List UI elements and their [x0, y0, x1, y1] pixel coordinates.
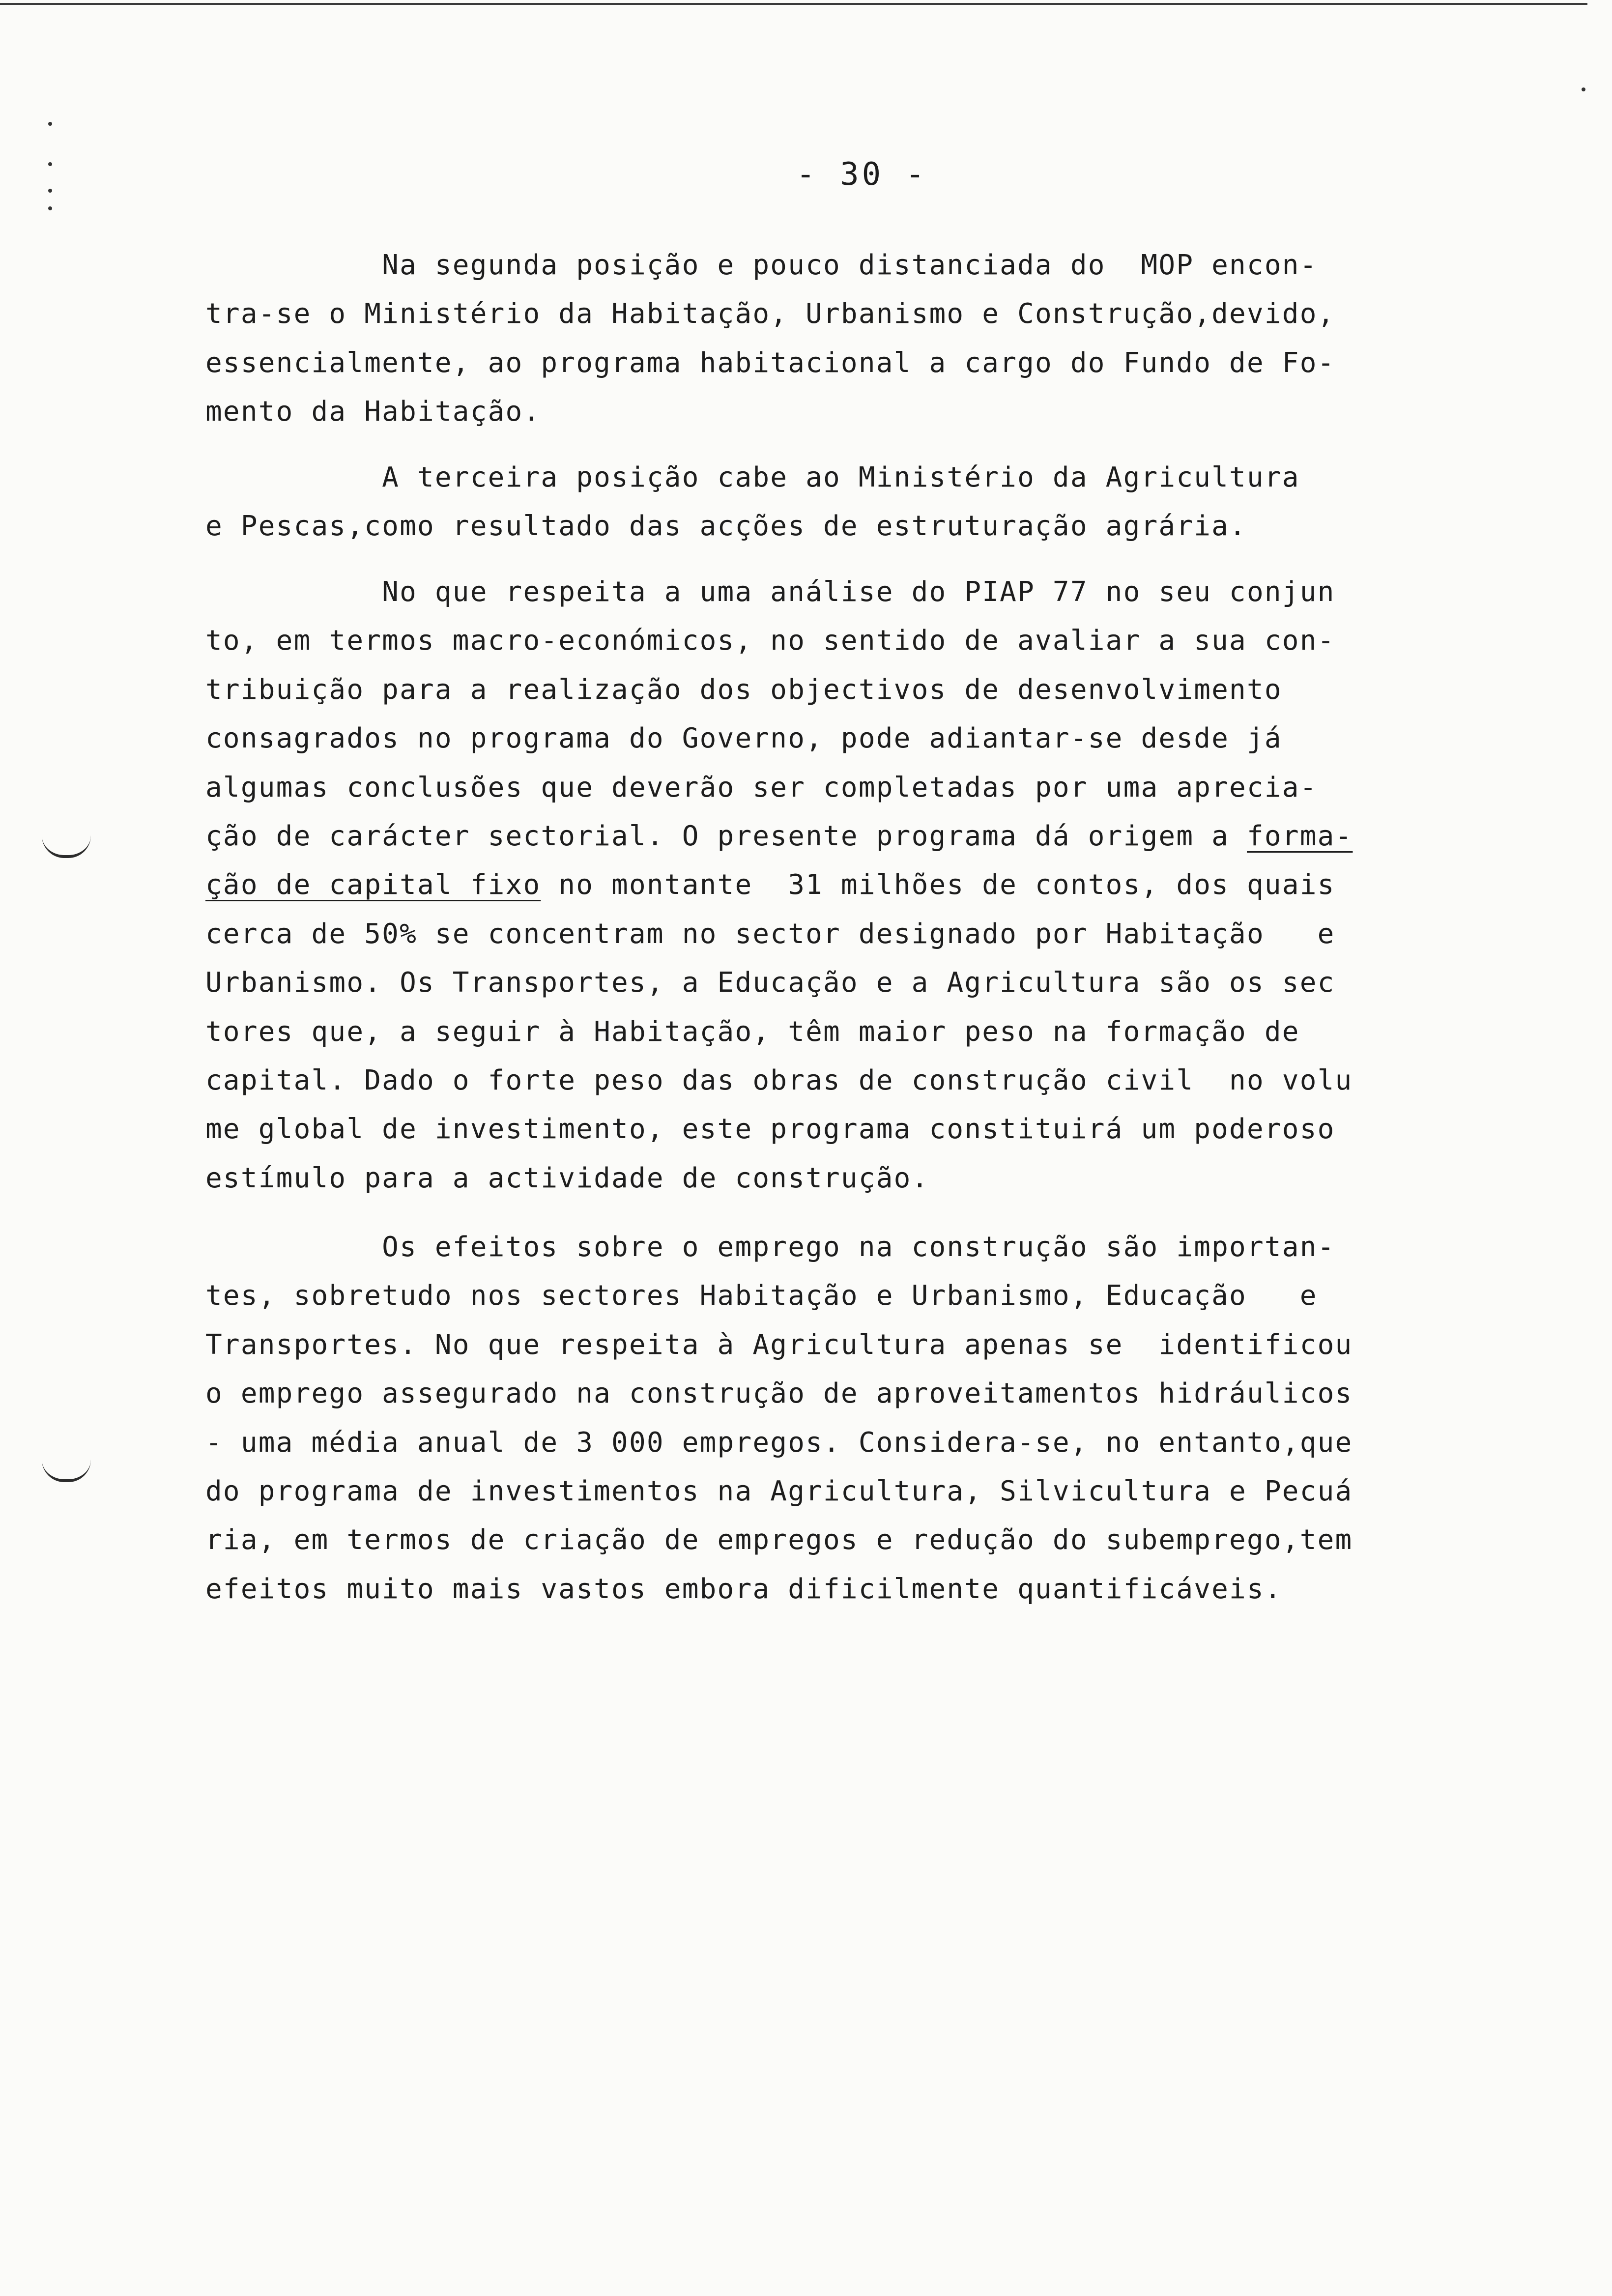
text-line: me global de investimento, este programa constituirá um poderoso: [205, 1113, 1335, 1146]
underlined-term: forma-: [1246, 820, 1353, 853]
paragraph-3: [205, 568, 1503, 1203]
text-line: Os efeitos sobre o emprego na construção são importan-: [205, 1231, 1335, 1263]
text-line: A terceira posição cabe ao Ministério da Agricultura: [205, 461, 1300, 493]
text-line: efeitos muito mais vastos embora dificilmente quantificáveis.: [205, 1573, 1282, 1605]
margin-dot: [48, 206, 52, 210]
text-line: estímulo para a actividade de construção.: [205, 1162, 929, 1194]
text-line: tes, sobretudo nos sectores Habitação e Urbanismo, Educação e: [205, 1280, 1318, 1312]
text-line: essencialmente, ao programa habitacional a cargo do Fundo de Fo-: [205, 346, 1335, 379]
text-line: ria, em termos de criação de empregos e redução do subemprego,tem: [205, 1524, 1353, 1556]
text-line: capital. Dado o forte peso das obras de construção civil no volu: [205, 1064, 1353, 1097]
underlined-term: ção de capital fixo: [205, 869, 541, 901]
paragraph-4: [205, 1223, 1503, 1613]
margin-bracket-mark: [42, 835, 91, 858]
text-segment: ção de carácter sectorial. O presente programa dá origem a: [205, 820, 1247, 853]
text-line: Urbanismo. Os Transportes, a Educação e a Agricultura são os sec: [205, 967, 1335, 999]
text-line: to, em termos macro-económicos, no sentido de avaliar a sua con-: [205, 625, 1335, 657]
text-segment: no montante 31 milhões de contos, dos quais: [558, 869, 1335, 901]
page-number: - 30 -: [796, 156, 928, 193]
text-line: [205, 861, 1503, 909]
paragraph-1: [205, 241, 1503, 436]
text-line: - uma média anual de 3 000 empregos. Considera-se, no entanto,que: [205, 1426, 1353, 1459]
margin-dot: [1582, 87, 1585, 91]
text-line: tores que, a seguir à Habitação, têm maior peso na formação de: [205, 1015, 1300, 1048]
text-line: do programa de investimentos na Agricultura, Silvicultura e Pecuá: [205, 1475, 1353, 1508]
margin-dot: [48, 162, 52, 166]
paragraph-2: [205, 453, 1503, 551]
top-rule: [0, 3, 1587, 5]
text-line: e Pescas,como resultado das acções de estruturação agrária.: [205, 510, 1247, 543]
text-line: [205, 812, 1503, 861]
text-line: Transportes. No que respeita à Agricultura apenas se identificou: [205, 1328, 1353, 1361]
margin-dot: [48, 189, 52, 193]
text-line: No que respeita a uma análise do PIAP 77 no seu conjun: [205, 576, 1335, 608]
text-line: o emprego assegurado na construção de aproveitamentos hidráulicos: [205, 1378, 1353, 1410]
text-line: mento da Habitação.: [205, 396, 541, 428]
text-line: algumas conclusões que deverão ser completadas por uma aprecia-: [205, 771, 1318, 804]
text-line: Na segunda posição e pouco distanciada do MOP encon-: [205, 249, 1318, 281]
text-line: tra-se o Ministério da Habitação, Urbanismo e Construção,devido,: [205, 298, 1335, 330]
text-line: cerca de 50% se concentram no sector designado por Habitação e: [205, 918, 1335, 950]
text-line: consagrados no programa do Governo, pode adiantar-se desde já: [205, 722, 1282, 755]
text-line: tribuição para a realização dos objectivos de desenvolvimento: [205, 673, 1282, 706]
margin-bracket-mark: [42, 1460, 91, 1482]
margin-dot: [48, 122, 52, 126]
